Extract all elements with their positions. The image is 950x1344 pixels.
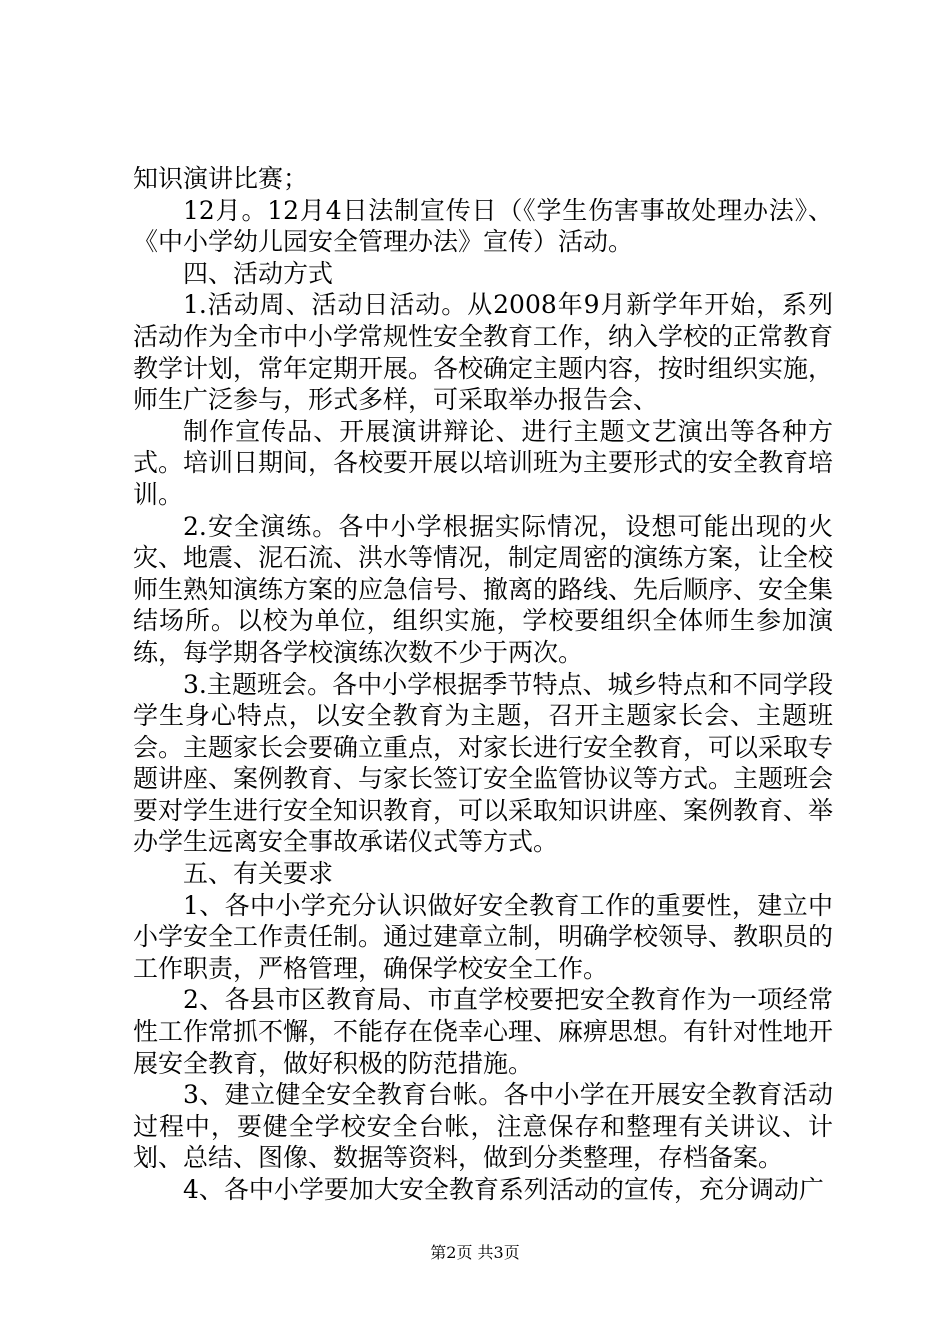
paragraph-method-2: 2.安全演练。各中小学根据实际情况，设想可能出现的火灾、地震、泥石流、洪水等情况，制定周密的演练方案，让全校师生熟知演练方案的应急信号、撤离的路线、先后顺序、安全集结场所。以校为单位，组织实施，学校要组织全体师生参加演练，每学期各学校演练次数不少于两次。 [133,511,834,667]
paragraph-continuation: 知识演讲比赛； [133,164,309,193]
page-footer [0,1240,950,1263]
paragraph-december: 12月。12月4日法制宣传日（《学生伤害事故处理办法》、《中小学幼儿园安全管理办法》宣传）活动。 [133,195,833,257]
paragraph-method-1: 1.活动周、活动日活动。从2008年9月新学年开始，系列活动作为全市中小学常规性安全教育工作，纳入学校的正常教育教学计划，常年定期开展。各校确定主题内容，按时组织实施，师生广泛参与，形式多样，可采取举办报告会、 [133,290,834,415]
section-heading-requirements: 五、有关要求 [183,859,334,889]
paragraph-requirement-1: 1、各中小学充分认识做好安全教育工作的重要性，建立中小学安全工作责任制。通过建章立制，明确学校领导、教职员的工作职责，严格管理，确保学校安全工作。 [133,890,834,983]
paragraph-requirement-2: 2、各县市区教育局、市直学校要把安全教育作为一项经常性工作常抓不懈，不能存在侥幸心理、麻痹思想。有针对性地开展安全教育，做好积极的防范措施。 [133,985,834,1078]
page-number-label: 第2页 共3页 [430,1243,520,1262]
paragraph-requirement-4: 4、各中小学要加大安全教育系列活动的宣传，充分调动广 [183,1175,824,1204]
paragraph-method-1-cont: 制作宣传品、开展演讲辩论、进行主题文艺演出等各种方式。培训日期间，各校要开展以培训班为主要形式的安全教育培训。 [133,416,834,509]
section-heading-methods: 四、活动方式 [183,258,334,288]
document-body [133,163,833,1206]
paragraph-method-3: 3.主题班会。各中小学根据季节特点、城乡特点和不同学段学生身心特点，以安全教育为主题，召开主题家长会、主题班会。主题家长会要确立重点，对家长进行安全教育，可以采取专题讲座、案例教育、与家长签订安全监管协议等方式。主题班会要对学生进行安全知识教育，可以采取知识讲座、案例教育、举办学生远离安全事故承诺仪式等方式。 [133,669,834,857]
paragraph-requirement-3: 3、建立健全安全教育台帐。各中小学在开展安全教育活动过程中，要健全学校安全台帐，注意保存和整理有关讲议、计划、总结、图像、数据等资料，做到分类整理，存档备案。 [133,1080,833,1173]
